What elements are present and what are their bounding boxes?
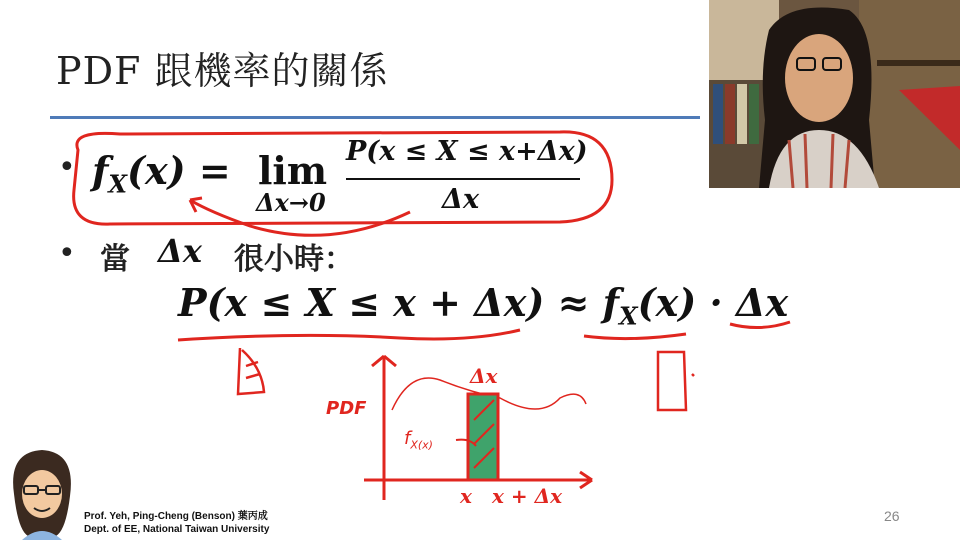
fraction-numerator: P(x ≤ X ≤ x+Δx) xyxy=(346,136,588,167)
page-number: 26 xyxy=(884,508,900,524)
definition-circle xyxy=(74,132,612,224)
approx-f-sub: X xyxy=(619,301,638,331)
height-annotation xyxy=(404,428,433,452)
lim-subscript: Δx→0 xyxy=(256,188,326,217)
dx-underline xyxy=(730,322,790,328)
prob-underline xyxy=(178,330,520,340)
bullet-2: • xyxy=(58,236,76,271)
presenter-name-chinese: 葉丙成 xyxy=(237,511,268,522)
pdf-f: f xyxy=(92,148,109,193)
diagram-y-label: PDF xyxy=(326,398,367,419)
rect-doodle xyxy=(658,352,694,410)
bullet-1: • xyxy=(58,150,76,185)
diagram-width-label: Δx xyxy=(470,364,498,388)
pdf-arg: (x) = xyxy=(126,148,231,193)
probability-bar xyxy=(468,394,498,480)
pdf-f-sub: X xyxy=(108,169,127,199)
height-annotation-f: f xyxy=(404,428,411,449)
when-label: 當 xyxy=(100,242,130,277)
when-delta-x: Δx xyxy=(158,232,202,270)
slide-title: PDF 跟機率的關係 xyxy=(56,49,389,93)
presenter-dept: Dept. of EE, National Taiwan University xyxy=(84,524,270,535)
pdf-underline xyxy=(584,334,686,339)
arrow-curve xyxy=(190,200,410,235)
approx-lhs: P(x ≤ X ≤ x + Δx) ≈ xyxy=(178,280,603,325)
presenter-name: Prof. Yeh, Ping-Cheng (Benson) xyxy=(84,511,235,522)
diagram-x-plus-dx-label: x + Δx xyxy=(492,484,563,508)
webcam-scene xyxy=(709,0,960,188)
when-rest: 很小時： xyxy=(234,242,354,277)
fraction-denominator: Δx xyxy=(442,184,480,215)
presenter-name-line xyxy=(84,510,269,523)
height-annotation-sub: X(x) xyxy=(410,438,433,452)
approx-f: f xyxy=(602,280,620,325)
webcam-video xyxy=(709,0,960,188)
lim-operator: lim xyxy=(258,148,328,193)
approx-rhs: (x) · Δx xyxy=(637,280,789,325)
presenter-avatar xyxy=(4,444,80,540)
area-doodle xyxy=(238,348,264,394)
diagram-x-label: x xyxy=(460,484,472,508)
presenter-credit xyxy=(84,510,269,536)
